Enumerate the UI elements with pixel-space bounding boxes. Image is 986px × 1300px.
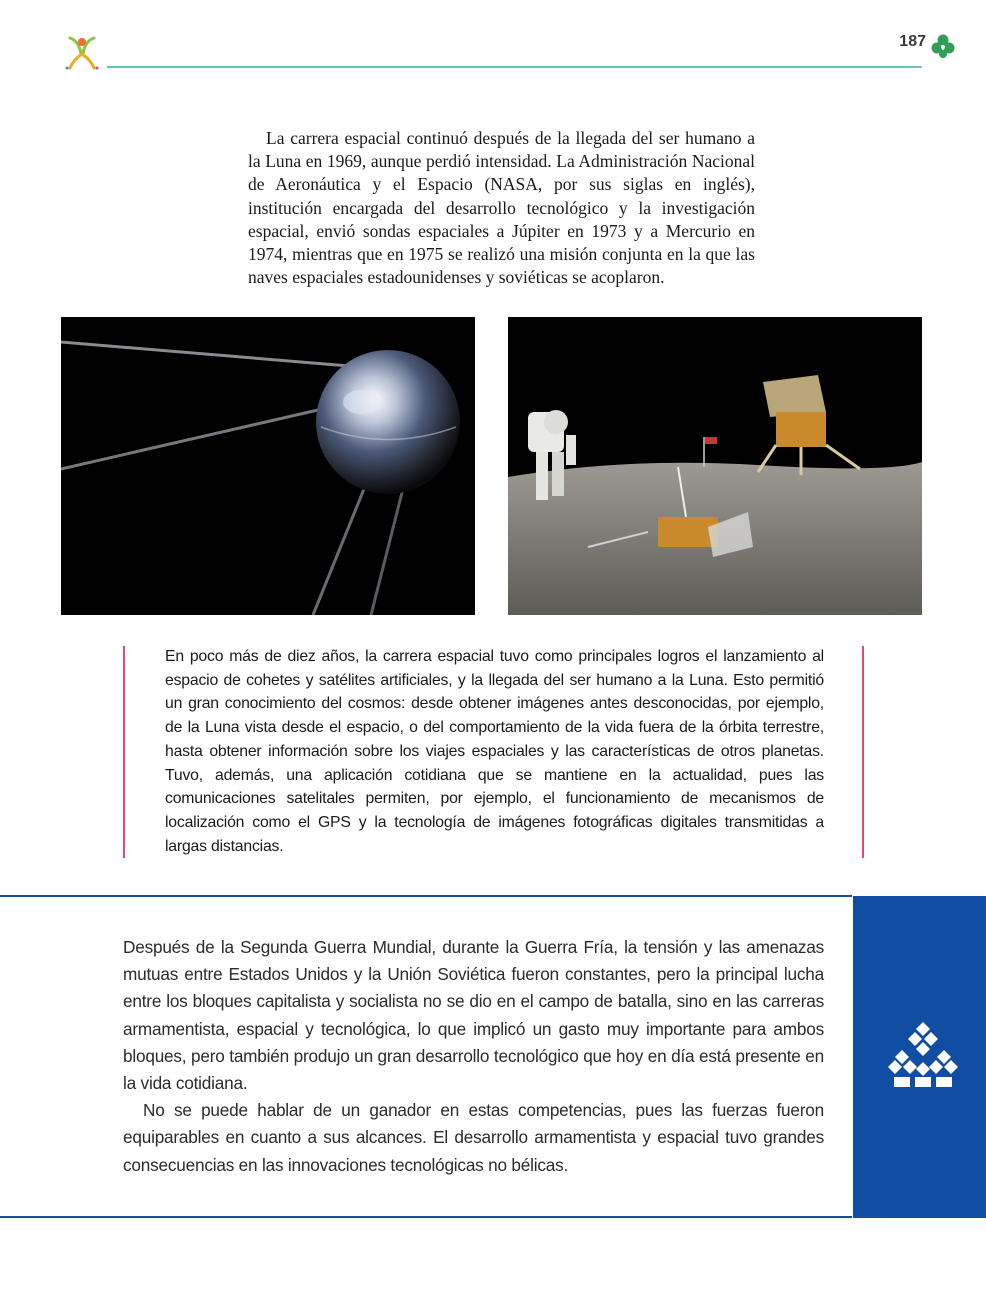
page-number: 187 [899, 33, 926, 50]
sputnik-satellite-photo [61, 317, 475, 615]
section-body [123, 934, 824, 1179]
highlight-box-text: En poco más de diez años, la carrera espacial tuvo como principales logros el lanzamiento al espacio de cohetes y satélites artificiales, y la llegada del ser humano a la Luna. Esto permitió un gran conocimiento del cosmos: desde obtener imágenes antes desconocidas, por ejemplo, de la Luna vista desde el espacio, o del comportamiento de la vida fuera de la órbita terrestre, hasta obtener información sobre los viajes espaciales y las características de otros planetas. Tuvo, además, una aplicación cotidiana que se mantiene en la actualidad, pues las comunicaciones satelitales permiten, por ejemplo, el funcionamiento de mecanismos de localización como el GPS y la tecnología de imágenes fotográficas digitales transmitidas a largas distancias. [165, 648, 824, 855]
header-rule [107, 66, 922, 68]
embroidery-pattern-icon [888, 1022, 958, 1088]
clover-icon [930, 33, 956, 59]
section-paragraph-1: Después de la Segunda Guerra Mundial, durante la Guerra Fría, la tensión y las amenazas mutuas entre Estados Unidos y la Unión Soviética fueron constantes, pero la principal lucha entre los bloques capitalista y socialista no se dio en el campo de batalla, sino en las carreras armamentista, espacial y tecnológica, lo que implicó un gasto muy importante para ambos bloques, pero también produjo un gran desarrollo tecnológico que hoy en día está presente en la vida cotidiana. [123, 937, 824, 1094]
section-paragraph-2: No se puede hablar de un ganador en estas competencias, pues las fuerzas fueron equiparables en cuanto a sus alcances. El desarrollo armamentista y espacial tuvo grandes consecuencias en las innovaciones tecnológicas no bélicas. [123, 1100, 824, 1175]
section-top-rule [0, 895, 852, 897]
sprout-logo-icon [60, 30, 104, 74]
intro-paragraph: La carrera espacial continuó después de la llegada del ser humano a la Luna en 1969, aunque perdió intensidad. La Administración Nacional de Aeronáutica y el Espacio (NASA, por sus siglas en inglés), institución encargada del desarrollo tecnológico y la investigación espacial, envió sondas espaciales a Júpiter en 1973 y a Mercurio en 1974, mientras que en 1975 se realizó una misión conjunta en la que las naves espaciales estadounidenses y soviéticas se acoplaron. [248, 128, 755, 288]
highlight-box-right-bar [862, 646, 864, 858]
astronaut-on-moon-photo [508, 317, 922, 615]
highlight-box-left-bar [123, 646, 125, 858]
section-bottom-rule [0, 1216, 852, 1218]
